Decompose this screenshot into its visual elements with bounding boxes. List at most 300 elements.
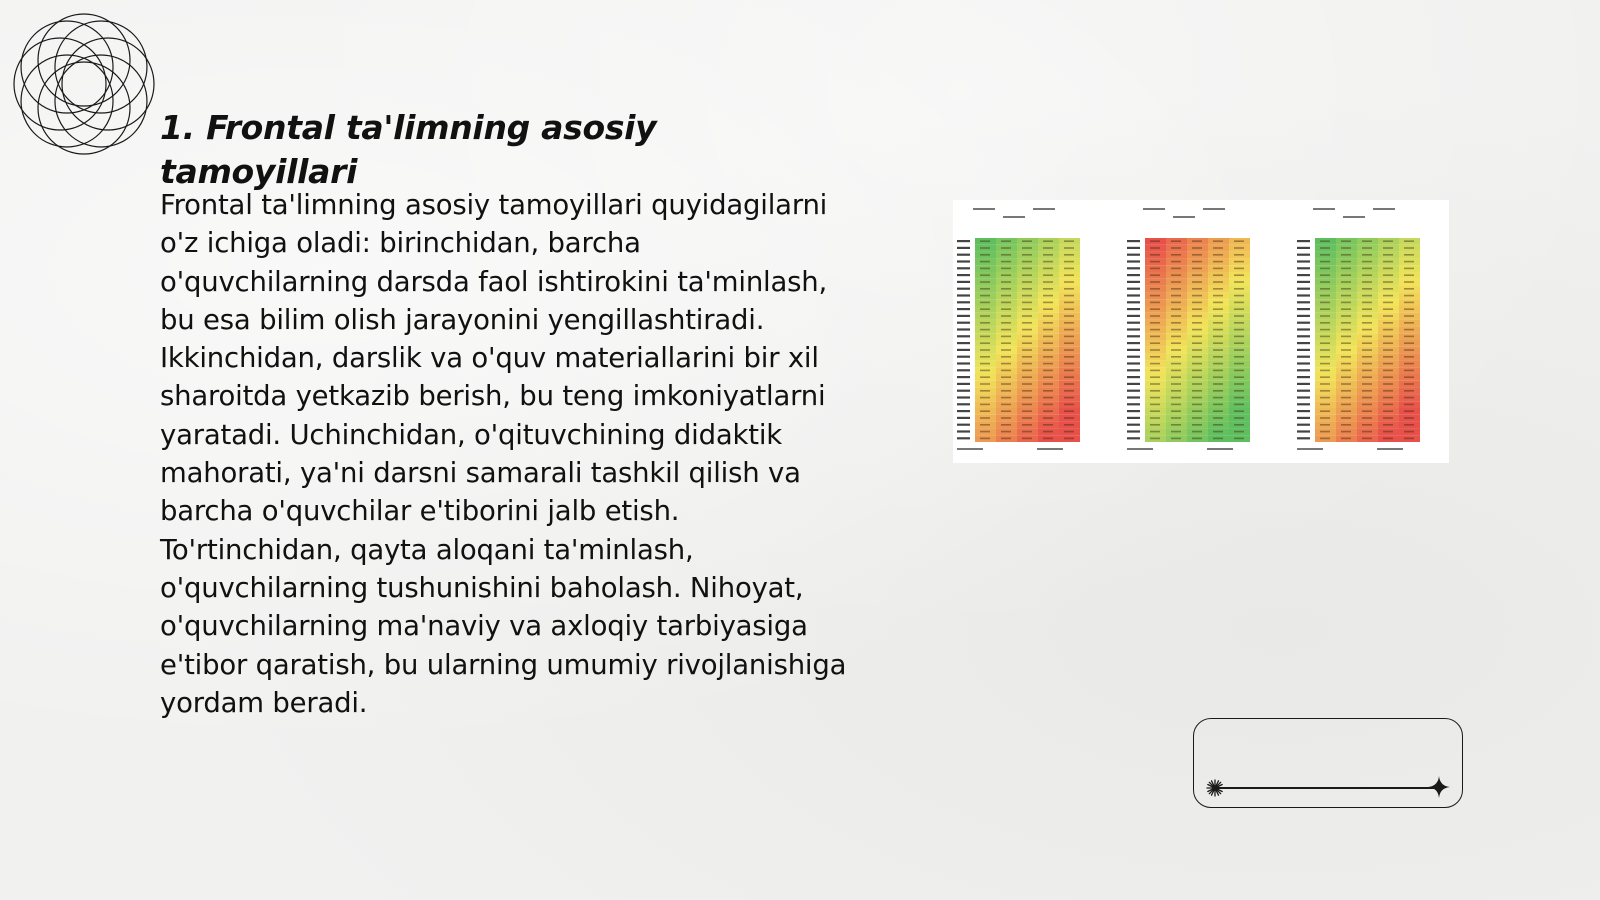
table-cell-text [980,315,990,317]
table-cell-text [1171,356,1181,358]
table-cell-text [1192,431,1202,433]
table-cell-text [1234,329,1244,331]
table-cell-text [1001,349,1011,351]
table-cell-text [1213,424,1223,426]
table-cell-text [1404,363,1414,365]
table-cell-text [1213,356,1223,358]
table-cell-text [1404,417,1414,419]
table-row-label [1127,437,1140,439]
table-cell-text [1213,431,1223,433]
table-cell-text [1064,254,1074,256]
table-cell-text [1383,322,1393,324]
table-row-label [957,308,970,310]
table-cell-text [980,363,990,365]
table-row-label [1297,288,1310,290]
table-row-label [1127,342,1140,344]
table-cell-text [1362,254,1372,256]
table-cell-text [1043,240,1053,242]
table-cell-text [1320,308,1330,310]
table-row-label [1127,308,1140,310]
table-row-label [1297,301,1310,303]
table-cell-text [1171,336,1181,338]
table-cell-text [1383,370,1393,372]
table-cell-text [1383,281,1393,283]
table-cell-text [1043,329,1053,331]
table-cell-text [1362,438,1372,440]
table-cell-text [1213,240,1223,242]
table-cell-text [1362,342,1372,344]
table-cell-text [1022,240,1032,242]
table-cell-text [980,336,990,338]
table-cell-text [1320,349,1330,351]
table-cell-text [1150,281,1160,283]
table-row-label [1127,247,1140,249]
table-cell-text [1383,315,1393,317]
table-cell-text [1362,322,1372,324]
table-row-label [1127,369,1140,371]
table-cell-text [1022,336,1032,338]
table-cell-text [1320,383,1330,385]
table-footer-line [1297,448,1323,450]
ornament-circle [62,38,154,130]
table-cell-text [1213,438,1223,440]
table-cell-text [1150,329,1160,331]
table-cell-text [1341,315,1351,317]
table-row-label [957,301,970,303]
table-cell-text [1234,302,1244,304]
table-cell-text [1043,274,1053,276]
table-cell-text [1192,329,1202,331]
slide-title: 1. Frontal ta'limning asosiy tamoyillari [160,108,657,191]
table-cell-text [1150,370,1160,372]
table-cell-text [1171,329,1181,331]
table-cell-text [1320,329,1330,331]
table-cell-text [1383,295,1393,297]
table-cell-text [1022,342,1032,344]
table-row-label [1297,342,1310,344]
table-cell-text [1362,315,1372,317]
table-cell-text [1320,268,1330,270]
table-cell-text [1001,254,1011,256]
table-cell-text [1043,268,1053,270]
table-cell-text [1404,322,1414,324]
table-cell-text [1150,247,1160,249]
table-cell-text [1171,315,1181,317]
table-row-label [1297,390,1310,392]
table-header-line [1003,216,1025,218]
table-cell-text [1320,322,1330,324]
table-cell-text [1404,274,1414,276]
table-cell-text [1150,417,1160,419]
table-cell-text [1383,336,1393,338]
table-cell-text [1341,288,1351,290]
table-row-label [1127,315,1140,317]
table-cell-text [1001,288,1011,290]
table-cell-text [1234,274,1244,276]
table-cell-text [1320,438,1330,440]
table-cell-text [1192,397,1202,399]
table-cell-text [1001,410,1011,412]
table-cell-text [1150,302,1160,304]
table-cell-text [1043,336,1053,338]
table-cell-text [1022,247,1032,249]
table-cell-text [1341,281,1351,283]
table-cell-text [1064,268,1074,270]
table-cell-text [1341,322,1351,324]
table-cell-text [1362,370,1372,372]
table-row-label [1297,315,1310,317]
table-cell-text [1150,342,1160,344]
table-footer-line [1037,448,1063,450]
table-cell-text [1064,356,1074,358]
table-cell-text [1001,404,1011,406]
table-row-label [957,349,970,351]
table-cell-text [1043,281,1053,283]
table-cell-text [1383,410,1393,412]
table-cell-text [1213,410,1223,412]
table-cell-text [1341,342,1351,344]
table-cell-text [1383,254,1393,256]
table-cell-text [1192,424,1202,426]
table-cell-text [1192,281,1202,283]
table-cell-text [1171,261,1181,263]
table-cell-text [1341,336,1351,338]
table-cell-text [1234,431,1244,433]
table-row-label [1127,430,1140,432]
table-row-label [957,274,970,276]
table-row-label [1297,403,1310,405]
table-cell-text [1362,247,1372,249]
table-cell-text [1404,302,1414,304]
table-row-label [957,281,970,283]
table-cell-text [1001,336,1011,338]
table-row-label [1297,240,1310,242]
table-cell-text [980,431,990,433]
table-cell-text [980,424,990,426]
table-header-line [1343,216,1365,218]
table-cell-text [1341,356,1351,358]
table-cell-text [1362,356,1372,358]
table-cell-text [1001,315,1011,317]
table-footer-line [957,448,983,450]
table-row-label [957,240,970,242]
table-cell-text [1320,363,1330,365]
table-cell-text [1234,281,1244,283]
table-cell-text [1192,410,1202,412]
table-header-line [1313,208,1335,210]
table-cell-text [1234,295,1244,297]
table-cell-text [1192,349,1202,351]
table-row-label [1297,335,1310,337]
table-cell-text [1234,322,1244,324]
table-cell-text [1064,302,1074,304]
table-cell-text [1043,397,1053,399]
table-cell-text [1213,363,1223,365]
table-cell-text [1022,363,1032,365]
table-cell-text [1362,431,1372,433]
table-cell-text [1022,424,1032,426]
table-cell-text [1341,247,1351,249]
table-cell-text [1213,281,1223,283]
table-cell-text [1320,390,1330,392]
table-row-label [1297,274,1310,276]
table-row-label [1127,396,1140,398]
table-cell-text [1064,370,1074,372]
table-cell-text [1064,376,1074,378]
table-cell-text [1234,410,1244,412]
table-cell-text [1320,254,1330,256]
table-cell-text [1001,261,1011,263]
table-cell-text [1001,274,1011,276]
table-cell-text [1150,336,1160,338]
table-cell-text [1234,315,1244,317]
table-cell-text [1022,376,1032,378]
table-cell-text [1043,349,1053,351]
table-row-label [1297,410,1310,412]
table-cell-text [1341,295,1351,297]
table-row-label [1127,390,1140,392]
table-cell-text [1150,254,1160,256]
table-cell-text [1043,342,1053,344]
table-cell-text [1001,342,1011,344]
table-row-label [957,267,970,269]
table-cell-text [1001,281,1011,283]
table-cell-text [1234,268,1244,270]
table-cell-text [1150,268,1160,270]
table-cell-text [1043,254,1053,256]
table-cell-text [1192,383,1202,385]
table-cell-text [1383,274,1393,276]
table-cell-text [1213,342,1223,344]
table-cell-text [1171,274,1181,276]
table-cell-text [1022,261,1032,263]
table-row-label [1127,356,1140,358]
table-cell-text [1234,424,1244,426]
table-cell-text [980,254,990,256]
table-cell-text [1001,390,1011,392]
table-cell-text [1320,315,1330,317]
table-cell-text [1064,397,1074,399]
table-cell-text [1150,397,1160,399]
table-cell-text [1320,302,1330,304]
table-row-label [1297,356,1310,358]
table-cell-text [1341,329,1351,331]
table-row-label [957,254,970,256]
table-cell-text [1341,268,1351,270]
table-cell-text [1362,349,1372,351]
table-row-label [1127,383,1140,385]
table-row-label [1127,240,1140,242]
table-cell-text [1213,302,1223,304]
heatmap-table [1127,208,1250,450]
table-cell-text [1213,308,1223,310]
table-cell-text [1213,349,1223,351]
table-cell-text [1192,274,1202,276]
ornament-circle [21,21,113,113]
table-cell-text [1234,390,1244,392]
table-cell-text [1171,404,1181,406]
table-row-label [957,335,970,337]
table-cell-text [1234,308,1244,310]
table-cell-text [1213,404,1223,406]
table-cell-text [1362,397,1372,399]
table-cell-text [1022,438,1032,440]
table-cell-text [1064,410,1074,412]
table-cell-text [1404,329,1414,331]
starburst-icon [1206,779,1224,797]
table-cell-text [980,370,990,372]
table-cell-text [1383,390,1393,392]
table-header-line [1173,216,1195,218]
table-cell-text [1001,329,1011,331]
table-cell-text [1043,308,1053,310]
table-cell-text [1192,370,1202,372]
table-cell-text [1234,397,1244,399]
table-row-label [1297,322,1310,324]
table-cell-text [1150,274,1160,276]
table-cell-text [1320,431,1330,433]
table-cell-text [1043,410,1053,412]
table-cell-text [1001,322,1011,324]
table-cell-text [1383,431,1393,433]
table-cell-text [1404,356,1414,358]
table-cell-text [1383,376,1393,378]
table-cell-text [1150,308,1160,310]
table-cell-text [1043,383,1053,385]
table-cell-text [1150,322,1160,324]
table-cell-text [1064,281,1074,283]
table-row-label [957,424,970,426]
table-cell-text [1001,397,1011,399]
table-cell-text [1320,376,1330,378]
table-cell-text [1064,240,1074,242]
table-cell-text [1234,240,1244,242]
table-cell-text [1404,397,1414,399]
table-cell-text [1341,363,1351,365]
table-cell-text [1043,404,1053,406]
table-cell-text [1213,390,1223,392]
table-cell-text [1383,349,1393,351]
table-row-label [1127,254,1140,256]
table-cell-text [1362,363,1372,365]
table-cell-text [1043,424,1053,426]
table-cell-text [1383,308,1393,310]
table-row-label [1297,308,1310,310]
table-cell-text [1234,336,1244,338]
ornament-circle [38,14,130,106]
table-cell-text [1064,329,1074,331]
table-cell-text [1234,261,1244,263]
table-cell-text [1383,268,1393,270]
table-row-label [1297,349,1310,351]
table-cell-text [1234,288,1244,290]
table-cell-text [1171,254,1181,256]
table-row-label [957,322,970,324]
heatmap-table [1297,208,1420,450]
table-cell-text [1064,363,1074,365]
table-cell-text [1320,424,1330,426]
table-cell-text [1192,308,1202,310]
table-cell-text [1213,274,1223,276]
table-cell-text [1341,431,1351,433]
table-cell-text [1234,438,1244,440]
table-cell-text [1404,370,1414,372]
table-cell-text [1341,397,1351,399]
table-header-line [973,208,995,210]
table-cell-text [1213,288,1223,290]
table-cell-text [1234,349,1244,351]
table-cell-text [1320,370,1330,372]
table-row-label [1127,349,1140,351]
table-footer-line [1377,448,1403,450]
table-cell-text [980,438,990,440]
table-cell-text [1404,281,1414,283]
table-header-line [1203,208,1225,210]
table-row-label [957,247,970,249]
table-cell-text [1362,336,1372,338]
table-row-label [1127,274,1140,276]
table-cell-text [1022,349,1032,351]
table-cell-text [1320,410,1330,412]
table-cell-text [1362,376,1372,378]
table-header-line [1373,208,1395,210]
table-cell-text [1192,363,1202,365]
heatmap-table [957,208,1080,450]
sparkle-icon [1428,776,1450,798]
table-row-label [1297,294,1310,296]
table-row-label [1297,281,1310,283]
table-cell-text [1320,404,1330,406]
table-cell-text [980,349,990,351]
table-cell-text [980,397,990,399]
table-cell-text [1341,370,1351,372]
table-cell-text [1362,424,1372,426]
table-row-label [957,417,970,419]
table-cell-text [1022,315,1032,317]
table-cell-text [1383,417,1393,419]
table-cell-text [1192,315,1202,317]
table-cell-text [1192,261,1202,263]
decorative-frame [1193,718,1463,808]
table-cell-text [1362,268,1372,270]
table-cell-text [1320,397,1330,399]
slide-body-text: Frontal ta'limning asosiy tamoyillari quyidagilarni o'z ichiga oladi: birinchidan, barcha o'quvchilarning darsda faol ishtirokini ta'minlash, bu esa bilim olish jarayonini yengillashtiradi. Ikkinchidan, darslik va o'quv materiallarini bir xil sharoitda yetkazib berish, bu teng imkoniyatlarni yaratadi. Uchinchidan, o'qituvchining didaktik mahorati, ya'ni darsni samarali tashkil qilish va barcha o'quvchilar e'tiborini jalb etish. To'rtinchidan, qayta aloqani ta'minlash, o'quvchilarning tushunishini baholash. Nihoyat, o'quvchilarning ma'naviy va axloqiy tarbiyasiga e'tibor qaratish, bu ularning umumiy rivojlanishiga yordam beradi. [160,189,847,719]
table-cell-text [1043,356,1053,358]
table-row-label [1297,260,1310,262]
table-cell-text [1362,288,1372,290]
table-cell-text [1171,370,1181,372]
table-cell-text [1404,295,1414,297]
table-cell-text [1001,438,1011,440]
table-cell-text [1064,336,1074,338]
table-row-label [1127,362,1140,364]
table-cell-text [1171,268,1181,270]
table-cell-text [980,308,990,310]
table-cell-text [1383,329,1393,331]
table-cell-text [1404,438,1414,440]
table-cell-text [1362,329,1372,331]
table-row-label [957,430,970,432]
table-cell-text [1022,383,1032,385]
table-cell-text [1404,288,1414,290]
table-cell-text [1022,370,1032,372]
table-cell-text [1234,356,1244,358]
table-cell-text [1171,288,1181,290]
table-cell-text [1234,254,1244,256]
table-cell-text [1064,308,1074,310]
table-cell-text [1404,240,1414,242]
table-cell-text [1320,240,1330,242]
